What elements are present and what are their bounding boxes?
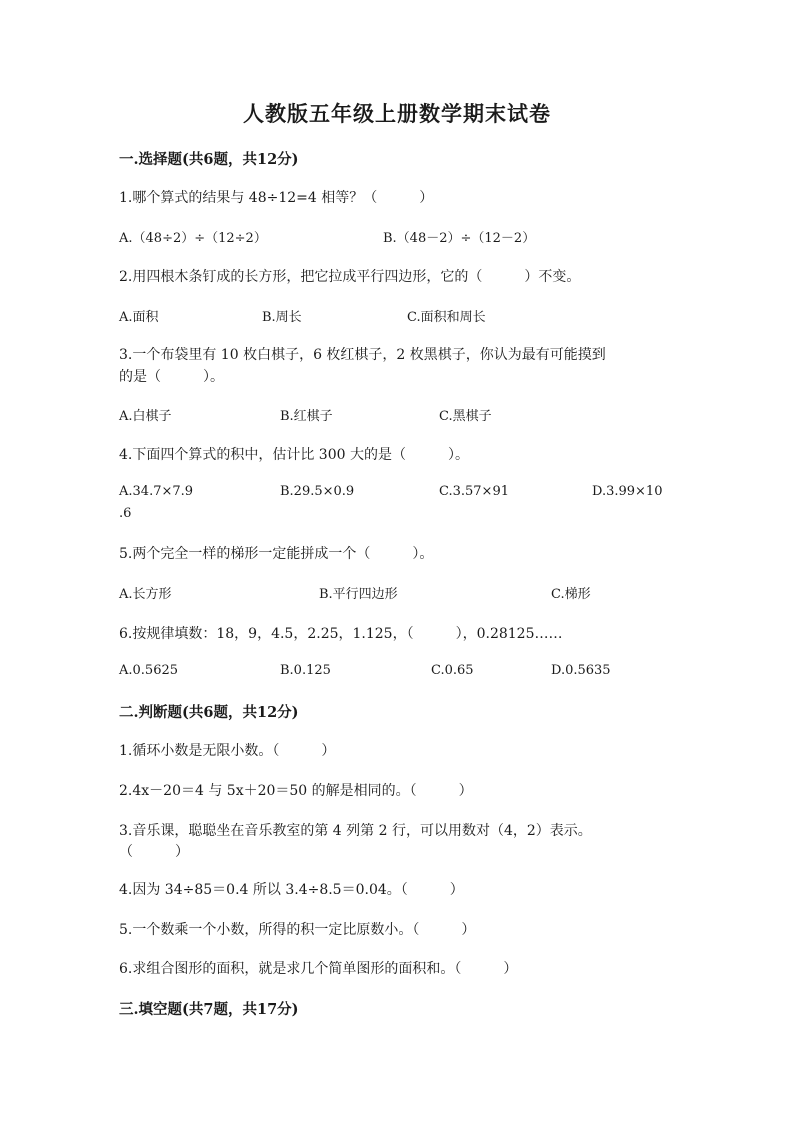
option-b: B.周长 — [262, 310, 302, 325]
question-text: 2.4x－20＝4 与 5x＋20＝50 的解是相同的。（ ） — [119, 783, 473, 799]
question-text: 4.因为 34÷85＝0.4 所以 3.4÷8.5＝0.04。（ ） — [119, 882, 464, 898]
option-b: B.（48－2）÷（12－2） — [383, 231, 536, 246]
option-a: A.白棋子 — [119, 409, 172, 424]
question-text-line1: 3.音乐课，聪聪坐在音乐教室的第 4 列第 2 行，可以用数对（4，2）表示。 — [119, 823, 592, 839]
question-text-line2: 的是（ ）。 — [119, 369, 224, 385]
option-a: A.面积 — [119, 310, 159, 325]
option-c: C.0.65 — [431, 663, 474, 678]
option-d: D.0.5635 — [551, 663, 611, 678]
section-heading-choice: 一.选择题(共6题，共12分) — [119, 151, 299, 168]
option-c: C.3.57×91 — [439, 484, 509, 499]
section-heading-fill: 三.填空题(共7题，共17分) — [119, 1001, 299, 1018]
question-text: 6.按规律填数：18，9，4.5，2.25，1.125，（ ），0.28125…… — [119, 626, 563, 642]
question-text: 6.求组合图形的面积，就是求几个简单图形的面积和。（ ） — [119, 961, 518, 977]
question-text: 5.一个数乘一个小数，所得的积一定比原数小。（ ） — [119, 922, 476, 938]
question-text-line2: （ ） — [119, 844, 189, 860]
question-text: 4.下面四个算式的积中，估计比 300 大的是（ ）。 — [119, 447, 469, 463]
question-text: 5.两个完全一样的梯形一定能拼成一个（ ）。 — [119, 546, 434, 562]
option-c: C.梯形 — [551, 587, 591, 602]
option-a: A.长方形 — [119, 587, 172, 602]
option-a: A.0.5625 — [119, 663, 179, 678]
question-text: 1.哪个算式的结果与 48÷12=4 相等？（ ） — [119, 190, 434, 206]
option-c: C.黑棋子 — [439, 409, 492, 424]
option-b: B.0.125 — [280, 663, 331, 678]
option-wrap: .6 — [119, 506, 132, 521]
page-title: 人教版五年级上册数学期末试卷 — [243, 101, 551, 126]
question-text: 2.用四根木条钉成的长方形，把它拉成平行四边形，它的（ ）不变。 — [119, 269, 581, 285]
option-a: A.34.7×7.9 — [119, 484, 194, 499]
question-text: 1.循环小数是无限小数。（ ） — [119, 743, 336, 759]
option-a: A.（48÷2）÷（12÷2） — [119, 231, 267, 246]
question-text-line1: 3.一个布袋里有 10 枚白棋子，6 枚红棋子，2 枚黑棋子，你认为最有可能摸到 — [119, 347, 606, 363]
option-b: B.红棋子 — [280, 409, 333, 424]
option-b: B.29.5×0.9 — [280, 484, 355, 499]
section-heading-judgement: 二.判断题(共6题，共12分) — [119, 704, 299, 721]
option-d: D.3.99×10 — [592, 484, 663, 499]
option-b: B.平行四边形 — [319, 587, 398, 602]
option-c: C.面积和周长 — [407, 310, 486, 325]
